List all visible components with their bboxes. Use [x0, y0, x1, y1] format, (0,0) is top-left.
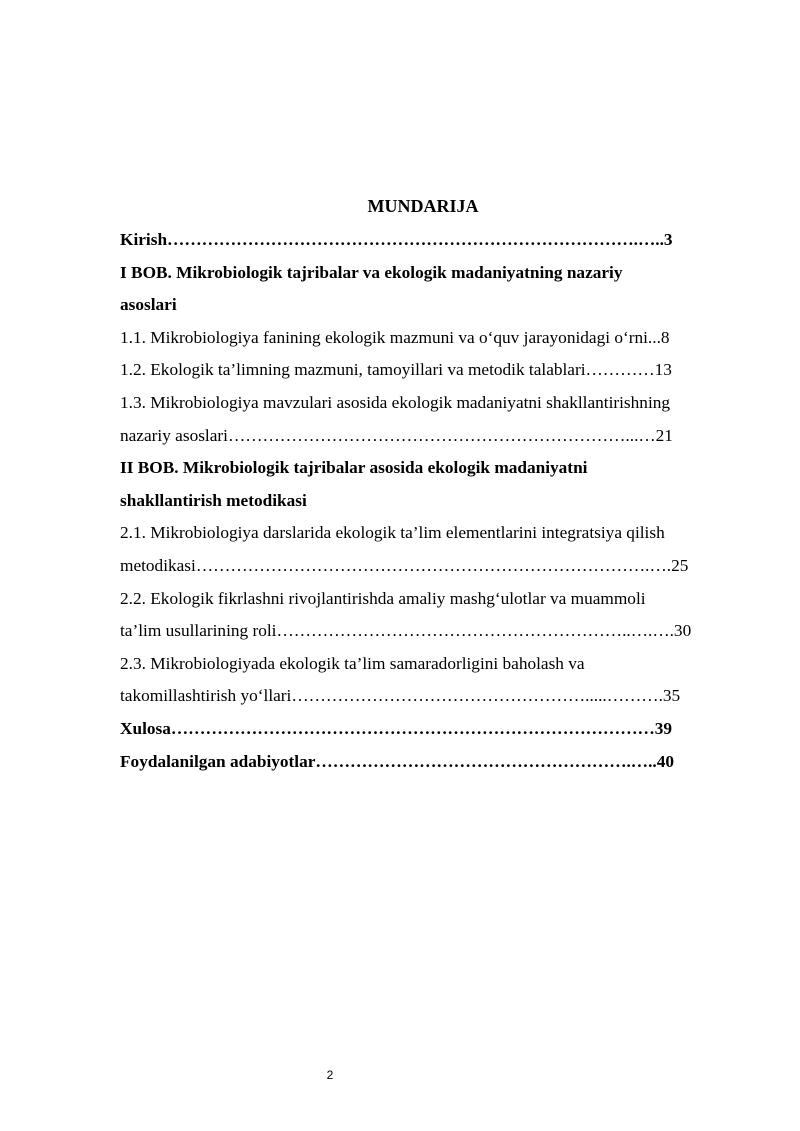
toc-line: 2.1. Mikrobiologiya darslarida ekologik ta’lim elementlarini integratsiya qilish — [120, 523, 665, 543]
toc-line: 2.3. Mikrobiologiyada ekologik ta’lim samaradorligini baholash va — [120, 653, 585, 673]
toc-line: takomillashtirish yo‘llari…………………………………………….....……….35 — [120, 686, 681, 706]
toc-line: I BOB. Mikrobiologik tajribalar va ekologik madaniyatning nazariy — [120, 262, 623, 282]
toc-line: asoslari — [120, 295, 177, 315]
toc-line: Foydalanilgan adabiyotlar……………………………………………….…..40 — [120, 751, 674, 771]
toc-line: 2.2. Ekologik fikrlashni rivojlantirishda amaliy mashg‘ulotlar va muammoli — [120, 588, 646, 608]
toc-line: shakllantirish metodikasi — [120, 490, 307, 510]
toc-line: metodikasi…………………………………………………………………….….25 — [120, 555, 689, 575]
document-title: MUNDARIJA — [367, 196, 479, 216]
toc-line: Xulosa…………………………………………………………………………39 — [120, 718, 673, 738]
toc-line: Kirish……………………………………………………………………….…..3 — [120, 230, 673, 249]
toc-line: 1.1. Mikrobiologiya fanining ekologik mazmuni va o‘quv jarayonidagi o‘rni...8 — [120, 327, 670, 347]
page-number: 2 — [326, 1068, 334, 1082]
toc-line: 1.2. Ekologik ta’limning mazmuni, tamoyillari va metodik talablari…………13 — [120, 360, 672, 380]
table-of-contents — [120, 226, 726, 780]
toc-line: II BOB. Mikrobiologik tajribalar asosida ekologik madaniyatni — [120, 458, 588, 478]
toc-line: nazariy asoslari……………………………………………………………...…21 — [120, 425, 673, 445]
toc-line: 1.3. Mikrobiologiya mavzulari asosida ekologik madaniyatni shakllantirishning — [120, 392, 671, 412]
toc-line: ta’lim usullarining roli……………………………………………………..….….30 — [120, 621, 692, 641]
